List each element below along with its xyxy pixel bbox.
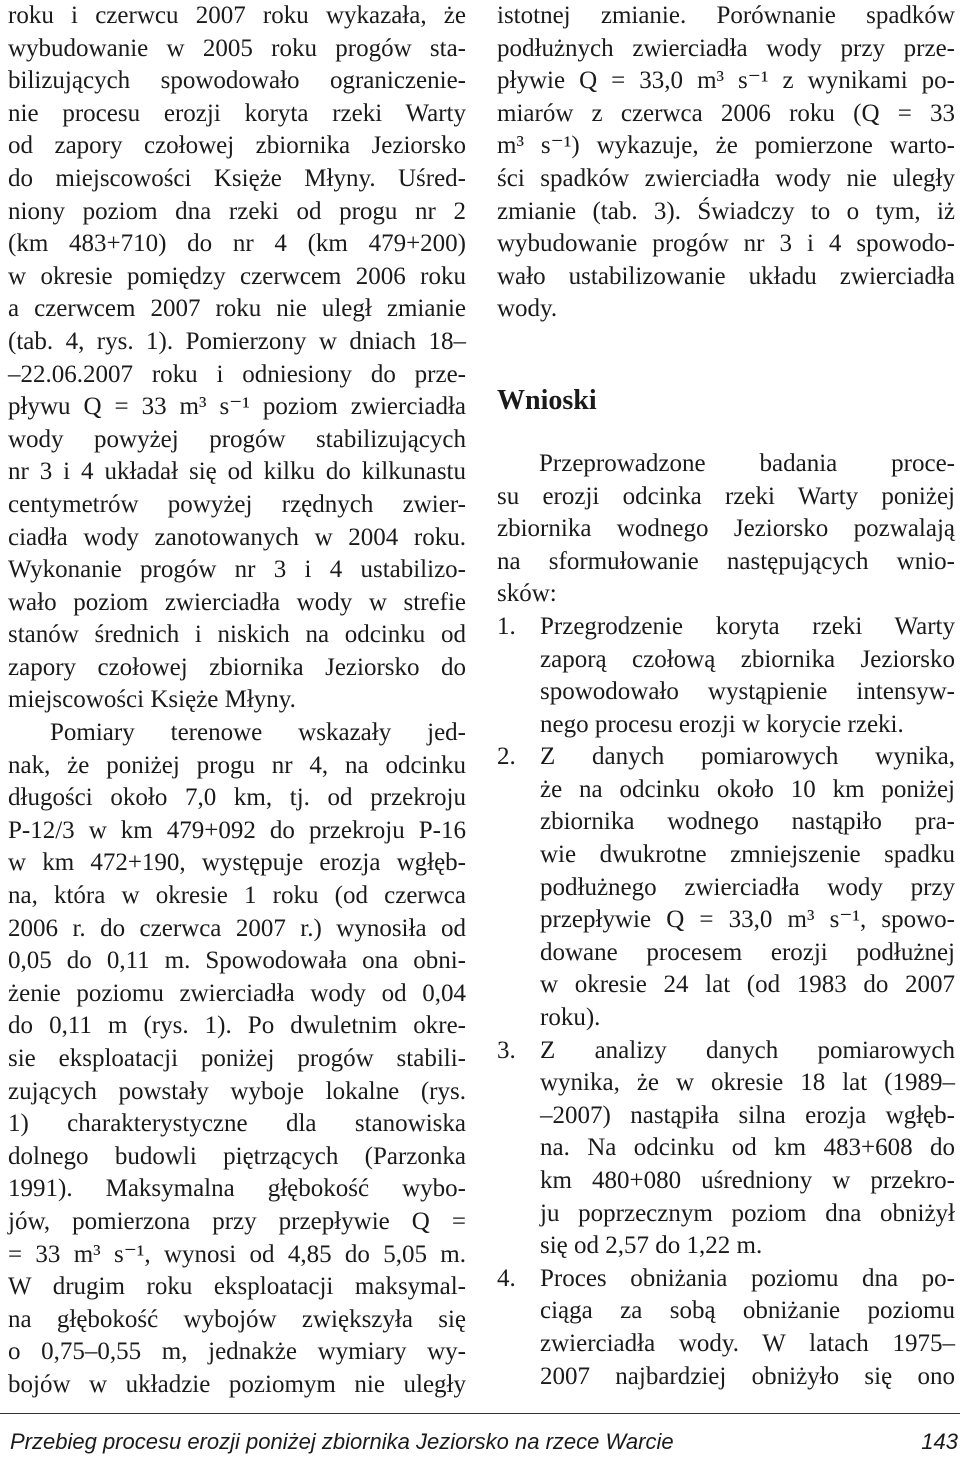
text-line: bilizujących spowodowało ograniczenie-: [8, 67, 466, 95]
text-line: zbiornika wodnego nastąpiło pra-: [540, 808, 955, 836]
text-line: ju poprzecznym poziom dna obniżył: [540, 1199, 955, 1227]
text-line: zwierciadła wody. W latach 1975–: [540, 1329, 955, 1357]
text-line: 0,05 do 0,11 m. Spowodowała ona obni-: [8, 947, 466, 975]
text-line: Z analizy danych pomiarowych: [540, 1036, 955, 1064]
text-line: = 33 m³ s⁻¹, wynosi od 4,85 do 5,05 m.: [8, 1240, 466, 1268]
text-line: pływie Q = 33,0 m³ s⁻¹ z wynikami po-: [497, 67, 955, 95]
left-column: [8, 0, 466, 1402]
list-number: 2.: [497, 743, 516, 771]
text-line: że na odcinku około 10 km poniżej: [540, 775, 955, 803]
text-line: centymetrów powyżej rzędnych zwier-: [8, 490, 466, 518]
text-line: w okresie 24 lat (od 1983 do 2007: [540, 971, 955, 999]
text-line: Wykonanie progów nr 3 i 4 ustabilizo-: [8, 556, 466, 584]
text-line: zapory czołowej zbiornika Jeziorsko do: [8, 653, 466, 681]
text-line: na, która w okresie 1 roku (od czerwca: [8, 882, 466, 910]
text-line: 1) charakterystyczne dla stanowiska: [8, 1110, 466, 1138]
conclusion-item: [497, 1035, 955, 1263]
text-line: dolnego budowli piętrzących (Parzonka: [8, 1142, 466, 1170]
list-number: 1.: [497, 612, 516, 640]
text-line: zujących powstały wyboje lokalne (rys.: [8, 1077, 466, 1105]
text-line: Pomiary terenowe wskazały jed-: [50, 719, 466, 747]
text-line: na sformułowanie następujących wnio-: [497, 547, 955, 575]
text-line: wody.: [497, 295, 558, 323]
section-heading: Wnioski: [497, 384, 597, 416]
text-line: stanów średnich i niskich na odcinku od: [8, 621, 466, 649]
text-line: P-12/3 w km 479+092 do przekroju P-16: [8, 816, 466, 844]
text-line: istotnej zmianie. Porównanie spadków: [497, 2, 955, 29]
text-line: w okresie pomiędzy czerwcem 2006 roku: [8, 262, 466, 290]
text-line: o 0,75–0,55 m, jednakże wymiary wy-: [8, 1338, 466, 1366]
text-line: Przegrodzenie koryta rzeki Warty: [540, 612, 955, 640]
list-number: 3.: [497, 1036, 516, 1064]
text-line: nr 3 i 4 układał się od kilku do kilkunastu: [8, 458, 466, 486]
text-line: zaporą czołową zbiornika Jeziorsko: [540, 645, 955, 673]
text-line: ciadła wody zanotowanych w 2004 roku.: [8, 523, 466, 551]
text-line: wało poziom zwierciadła wody w strefie: [8, 588, 466, 616]
text-line: 2006 r. do czerwca 2007 r.) wynosiła od: [8, 914, 466, 942]
text-line: dowane procesem erozji podłużnej: [540, 938, 955, 966]
text-line: wody powyżej progów stabilizujących: [8, 425, 466, 453]
text-line: zbiornika wodnego Jeziorsko pozwalają: [497, 515, 955, 543]
page-number: 143: [921, 1429, 958, 1454]
text-line: Przeprowadzone badania proce-: [539, 449, 955, 477]
text-line: (km 483+710) do nr 4 (km 479+200): [8, 230, 466, 258]
text-line: su erozji odcinka rzeki Warty poniżej: [497, 482, 955, 510]
conclusion-item: [497, 611, 955, 741]
text-line: roku).: [540, 1004, 601, 1032]
text-line: na głębokość wybojów zwiększyła się: [8, 1305, 466, 1333]
text-line: wało ustabilizowanie układu zwierciadła: [497, 262, 955, 290]
text-line: miarów z czerwca 2006 roku (Q = 33: [497, 99, 955, 127]
text-line: ści spadków zwierciadła wody nie uległy: [497, 164, 955, 192]
footer-rule: [0, 1413, 960, 1414]
text-line: wybudowanie progów nr 3 i 4 spowodo-: [497, 230, 955, 258]
text-line: –2007) nastąpiła silna erozja wgłęb-: [540, 1101, 955, 1129]
text-line: przepływie Q = 33,0 m³ s⁻¹, spowo-: [540, 906, 955, 934]
text-line: nie procesu erozji koryta rzeki Warty: [8, 99, 466, 127]
text-line: Z danych pomiarowych wynika,: [540, 743, 955, 771]
text-line: na. Na odcinku od km 483+608 do: [540, 1134, 955, 1162]
text-line: roku i czerwcu 2007 roku wykazała, że: [8, 2, 466, 29]
text-line: km 480+080 uśredniony w przekro-: [540, 1167, 955, 1194]
text-line: miejscowości Księże Młyny.: [8, 686, 296, 714]
text-line: ciąga za sobą obniżanie poziomu: [540, 1297, 955, 1325]
text-line: żenie poziomu zwierciadła wody od 0,04: [8, 979, 466, 1007]
text-line: zmianie (tab. 3). Świadczy to o tym, iż: [497, 197, 955, 225]
text-line: sie eksploatacji poniżej progów stabili-: [8, 1045, 466, 1072]
text-line: niony poziom dna rzeki od progu nr 2: [8, 197, 466, 225]
text-line: bojów w układzie poziomym nie uległy: [8, 1370, 466, 1398]
text-line: wynika, że w okresie 18 lat (1989–: [540, 1069, 955, 1097]
text-line: m³ s⁻¹) wykazuje, że pomierzone warto-: [497, 132, 955, 160]
text-line: w km 472+190, występuje erozja wgłęb-: [8, 849, 466, 877]
text-line: –22.06.2007 roku i odniesiony do prze-: [8, 360, 466, 388]
text-line: pływu Q = 33 m³ s⁻¹ poziom zwierciadła: [8, 393, 466, 421]
text-line: nego procesu erozji w korycie rzeki.: [540, 710, 904, 738]
right-column: [497, 0, 955, 1393]
text-line: do 0,11 m (rys. 1). Po dwuletnim okre-: [8, 1012, 466, 1040]
text-line: podłużnego zwierciadła wody przy: [540, 873, 955, 901]
text-line: nak, że poniżej progu nr 4, na odcinku: [8, 751, 466, 779]
text-line: Proces obniżania poziomu dna po-: [540, 1264, 955, 1292]
conclusion-item: [497, 741, 955, 1034]
text-line: długości około 7,0 km, tj. od przekroju: [8, 784, 466, 812]
text-line: sków:: [497, 580, 557, 608]
list-number: 4.: [497, 1264, 516, 1292]
text-line: wie dwukrotne zmniejszenie spadku: [540, 841, 955, 869]
text-line: W drugim roku eksploatacji maksymal-: [8, 1273, 466, 1301]
text-line: 2007 najbardziej obniżyło się ono: [540, 1362, 955, 1390]
text-line: wybudowanie w 2005 roku progów sta-: [8, 34, 466, 62]
running-title: Przebieg procesu erozji poniżej zbiornika Jeziorsko na rzece Warcie: [10, 1429, 674, 1454]
text-line: się od 2,57 do 1,22 m.: [540, 1232, 763, 1260]
text-line: (tab. 4, rys. 1). Pomierzony w dniach 18–: [8, 327, 466, 355]
text-line: do miejscowości Księże Młyny. Uśred-: [8, 164, 466, 192]
conclusion-item: [497, 1263, 955, 1393]
text-line: podłużnych zwierciadła wody przy prze-: [497, 34, 955, 62]
text-line: a czerwcem 2007 roku nie uległ zmianie: [8, 295, 466, 323]
text-line: jów, pomierzona przy przepływie Q =: [8, 1207, 466, 1235]
text-line: 1991). Maksymalna głębokość wybo-: [8, 1175, 466, 1203]
text-line: od zapory czołowej zbiornika Jeziorsko: [8, 132, 466, 160]
text-line: spowodowało wystąpienie intensyw-: [540, 678, 955, 706]
